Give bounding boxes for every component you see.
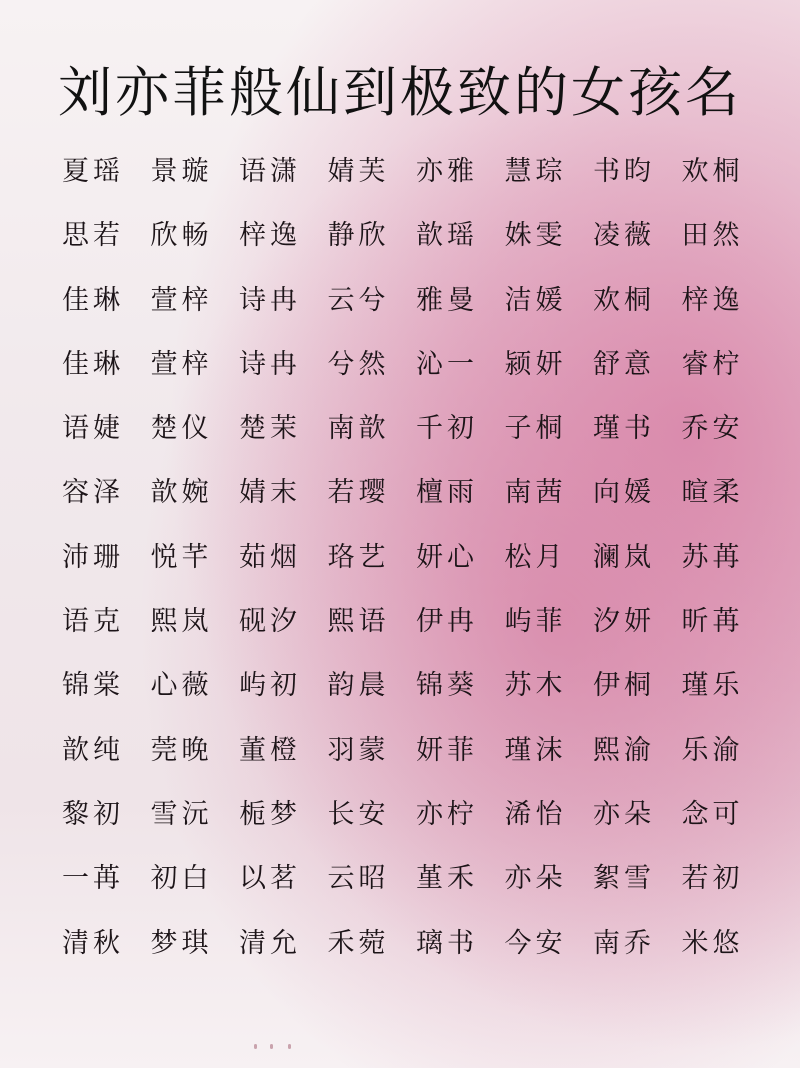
name-cell: 田然 <box>681 220 744 252</box>
name-cell: 乐渝 <box>681 734 744 766</box>
name-cell: 睿柠 <box>681 348 744 380</box>
name-cell: 暄柔 <box>681 477 744 509</box>
name-cell: 兮然 <box>327 348 390 380</box>
name-cell: 熙语 <box>327 606 390 638</box>
name-cell: 语克 <box>62 606 124 638</box>
name-cell: 璃书 <box>416 927 478 959</box>
name-cell: 容泽 <box>62 477 124 509</box>
name-cell: 砚汐 <box>239 606 301 638</box>
name-cell: 若初 <box>681 863 744 895</box>
name-cell: 妍心 <box>416 541 478 573</box>
name-cell: 禾菀 <box>327 927 390 959</box>
name-cell: 梓逸 <box>239 220 301 252</box>
name-cell: 清秋 <box>62 927 124 959</box>
name-cell: 欢桐 <box>593 284 655 316</box>
name-cell: 梦琪 <box>150 927 213 959</box>
name-cell: 千初 <box>416 413 478 445</box>
name-cell: 熙渝 <box>593 734 655 766</box>
name-cell: 欣畅 <box>150 220 213 252</box>
name-cell: 瑾沫 <box>504 734 567 766</box>
name-cell: 歆纯 <box>62 734 124 766</box>
name-cell: 楚茉 <box>239 413 301 445</box>
page-title: 刘亦菲般仙到极致的女孩名 <box>58 61 742 124</box>
name-cell: 语婕 <box>62 413 124 445</box>
name-cell: 熙岚 <box>150 606 213 638</box>
name-cell: 颍妍 <box>504 348 567 380</box>
name-cell: 苏苒 <box>681 541 744 573</box>
name-cell: 瑾乐 <box>681 670 744 702</box>
dot <box>254 1044 257 1049</box>
name-cell: 云兮 <box>327 284 390 316</box>
name-cell: 锦葵 <box>416 670 478 702</box>
name-cell: 若璎 <box>327 477 390 509</box>
name-cell: 浠怡 <box>504 798 567 830</box>
name-cell: 书昀 <box>593 156 655 187</box>
name-cell: 舒意 <box>593 348 655 380</box>
name-cell: 絮雪 <box>593 863 655 895</box>
name-cell: 一苒 <box>62 863 124 895</box>
name-grid <box>62 150 762 986</box>
name-cell: 子桐 <box>504 413 567 445</box>
name-cell: 思若 <box>62 220 124 252</box>
name-cell: 堇禾 <box>416 863 478 895</box>
decorative-dots <box>254 1044 304 1050</box>
name-cell: 佳琳 <box>62 284 124 316</box>
name-cell: 沛珊 <box>62 541 124 573</box>
name-cell: 歆婉 <box>150 477 213 509</box>
name-cell: 乔安 <box>681 413 744 445</box>
name-cell: 诗冉 <box>239 284 301 316</box>
name-cell: 董橙 <box>239 734 301 766</box>
name-cell: 伊冉 <box>416 606 478 638</box>
name-cell: 慧琮 <box>504 156 567 187</box>
name-cell: 亦雅 <box>416 156 478 187</box>
name-cell: 瑾书 <box>593 413 655 445</box>
name-cell: 汐妍 <box>593 606 655 638</box>
name-cell: 以茗 <box>239 863 301 895</box>
name-cell: 檀雨 <box>416 477 478 509</box>
name-cell: 悦芊 <box>150 541 213 573</box>
name-cell: 萱梓 <box>150 284 213 316</box>
name-cell: 凌薇 <box>593 220 655 252</box>
name-cell: 伊桐 <box>593 670 655 702</box>
name-cell: 佳琳 <box>62 348 124 380</box>
name-cell: 雅曼 <box>416 284 478 316</box>
name-cell: 楚仪 <box>150 413 213 445</box>
name-cell: 亦朵 <box>593 798 655 830</box>
name-cell: 洁媛 <box>504 284 567 316</box>
name-cell: 莞晚 <box>150 734 213 766</box>
name-cell: 诗冉 <box>239 348 301 380</box>
name-cell: 向媛 <box>593 477 655 509</box>
name-cell: 婧末 <box>239 477 301 509</box>
name-cell: 锦棠 <box>62 670 124 702</box>
name-cell: 亦朵 <box>504 863 567 895</box>
name-cell: 栀梦 <box>239 798 301 830</box>
name-cell: 初白 <box>150 863 213 895</box>
name-cell: 屿菲 <box>504 606 567 638</box>
name-cell: 黎初 <box>62 798 124 830</box>
name-cell: 萱梓 <box>150 348 213 380</box>
name-cell: 珞艺 <box>327 541 390 573</box>
dot <box>270 1044 273 1049</box>
name-cell: 语潇 <box>239 156 301 187</box>
name-cell: 苏木 <box>504 670 567 702</box>
name-cell: 屿初 <box>239 670 301 702</box>
name-cell: 心薇 <box>150 670 213 702</box>
name-cell: 妍菲 <box>416 734 478 766</box>
name-cell: 静欣 <box>327 220 390 252</box>
name-cell: 茹烟 <box>239 541 301 573</box>
name-cell: 歆瑶 <box>416 220 478 252</box>
name-cell: 亦柠 <box>416 798 478 830</box>
name-cell: 南乔 <box>593 927 655 959</box>
name-cell: 长安 <box>327 798 390 830</box>
name-cell: 松月 <box>504 541 567 573</box>
name-cell: 南茜 <box>504 477 567 509</box>
dot <box>288 1044 291 1049</box>
name-cell: 韵晨 <box>327 670 390 702</box>
name-cell: 婧芙 <box>327 156 390 187</box>
name-cell: 清允 <box>239 927 301 959</box>
name-cell: 欢桐 <box>681 156 744 187</box>
name-cell: 昕苒 <box>681 606 744 638</box>
name-cell: 南歆 <box>327 413 390 445</box>
name-cell: 夏瑶 <box>62 156 124 187</box>
name-cell: 雪沅 <box>150 798 213 830</box>
name-cell: 今安 <box>504 927 567 959</box>
name-cell: 梓逸 <box>681 284 744 316</box>
name-cell: 澜岚 <box>593 541 655 573</box>
name-cell: 羽蒙 <box>327 734 390 766</box>
name-cell: 沁一 <box>416 348 478 380</box>
name-cell: 姝雯 <box>504 220 567 252</box>
name-cell: 念可 <box>681 798 744 830</box>
name-cell: 景璇 <box>150 156 213 187</box>
name-cell: 云昭 <box>327 863 390 895</box>
name-cell: 米悠 <box>681 927 744 959</box>
